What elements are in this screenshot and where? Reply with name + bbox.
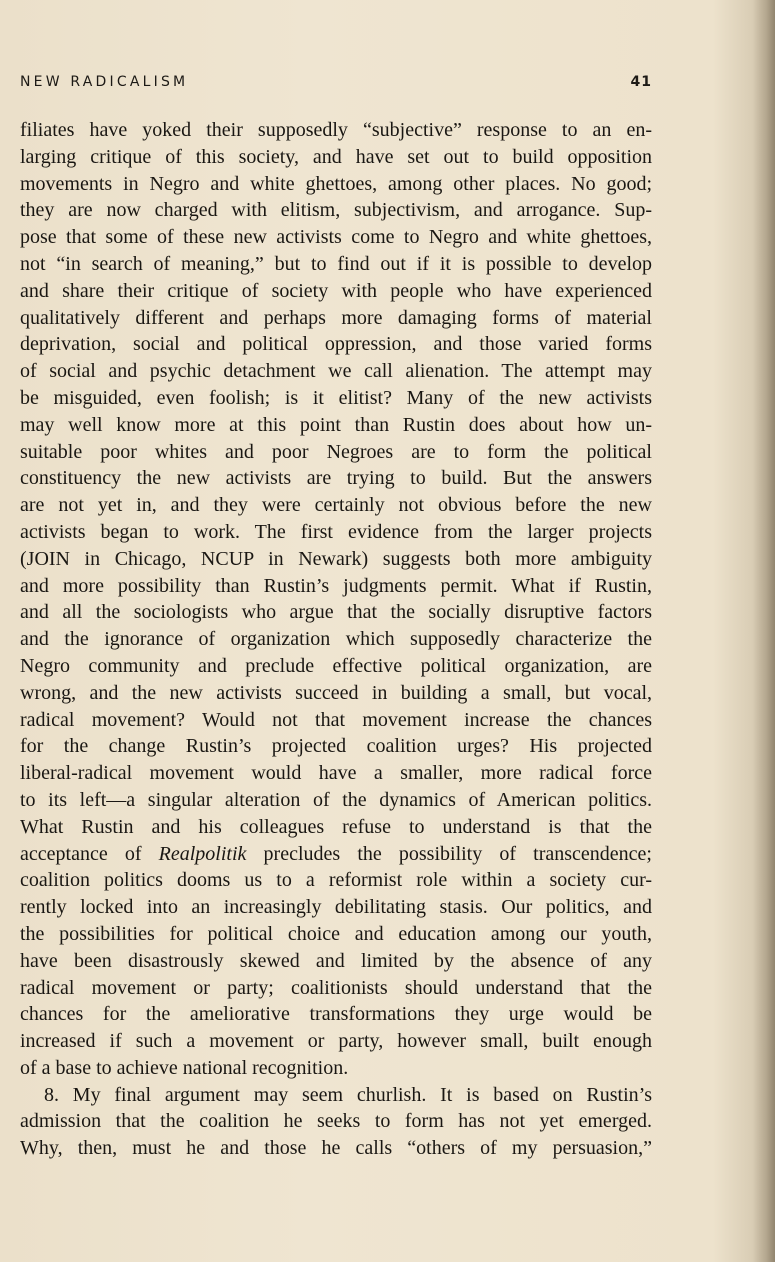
text-line: radical movement or party; coalitionists should understand that the <box>20 976 652 999</box>
text-line: admission that the coalition he seeks to form has not yet emerged. <box>20 1110 652 1133</box>
text-line: activists began to work. The first evidence from the larger projects <box>20 520 652 543</box>
text-line: rently locked into an increasingly debilitating stasis. Our politics, and <box>20 896 652 919</box>
italic-term: Realpolitik <box>158 842 247 865</box>
text-line: and share their critique of society with people who have experienced <box>20 279 652 302</box>
text-line-realpolitik <box>20 841 652 868</box>
text-line: Negro community and preclude effective political organization, are <box>20 654 652 677</box>
text-line: not “in search of meaning,” but to find out if it is possible to develop <box>20 252 652 275</box>
page-number: 41 <box>630 74 652 90</box>
running-title: NEW RADICALISM <box>20 74 189 90</box>
text-line: of a base to achieve national recognition. <box>20 1056 349 1079</box>
text-line: to its left—a singular alteration of the dynamics of American politics. <box>20 788 652 811</box>
text-line: (JOIN in Chicago, NCUP in Newark) suggests both more ambiguity <box>20 547 652 570</box>
text-line: coalition politics dooms us to a reformist role within a society cur- <box>20 869 652 892</box>
text-line: of social and psychic detachment we call alienation. The attempt may <box>20 360 652 383</box>
text-line: qualitatively different and perhaps more damaging forms of material <box>20 306 652 329</box>
text-line: larging critique of this society, and have set out to build opposition <box>20 145 652 168</box>
text-line: liberal-radical movement would have a smaller, more radical force <box>20 762 652 785</box>
text-line: movements in Negro and white ghettoes, among other places. No good; <box>20 172 652 195</box>
running-header <box>20 74 652 96</box>
line-segment: precludes the possibility of transcendence; <box>246 842 652 865</box>
text-line: What Rustin and his colleagues refuse to understand is that the <box>20 815 652 838</box>
line-segment: acceptance of <box>20 842 159 865</box>
text-line: for the change Rustin’s projected coalition urges? His projected <box>20 735 652 758</box>
text-line: and more possibility than Rustin’s judgments permit. What if Rustin, <box>20 574 652 597</box>
body-text <box>20 117 652 1162</box>
text-line-paragraph-start: 8. My final argument may seem churlish. It is based on Rustin’s <box>44 1083 652 1106</box>
text-line: increased if such a movement or party, however small, built enough <box>20 1030 652 1053</box>
text-line: and the ignorance of organization which supposedly characterize the <box>20 628 652 651</box>
text-line: radical movement? Would not that movement increase the chances <box>20 708 652 731</box>
text-line: deprivation, social and political oppression, and those varied forms <box>20 333 652 356</box>
text-line: have been disastrously skewed and limited by the absence of any <box>20 949 652 972</box>
text-line: the possibilities for political choice and education among our youth, <box>20 922 652 945</box>
text-line: and all the sociologists who argue that the socially disruptive factors <box>20 601 652 624</box>
text-line: Why, then, must he and those he calls “others of my persuasion,” <box>20 1137 652 1160</box>
text-line: filiates have yoked their supposedly “subjective” response to an en- <box>20 119 652 141</box>
text-line: are not yet in, and they were certainly not obvious before the new <box>20 494 652 517</box>
text-line: pose that some of these new activists come to Negro and white ghettoes, <box>20 226 652 249</box>
text-line: wrong, and the new activists succeed in building a small, but vocal, <box>20 681 652 704</box>
text-line: they are now charged with elitism, subjectivism, and arrogance. Sup- <box>20 199 652 222</box>
text-line: may well know more at this point than Rustin does about how un- <box>20 413 652 436</box>
text-line: constituency the new activists are trying to build. But the answers <box>20 467 652 490</box>
text-line: suitable poor whites and poor Negroes are to form the political <box>20 440 652 463</box>
text-line: chances for the ameliorative transformations they urge would be <box>20 1003 652 1026</box>
text-line: be misguided, even foolish; is it elitist? Many of the new activists <box>20 386 652 409</box>
page-edge-shadow <box>753 0 775 1262</box>
